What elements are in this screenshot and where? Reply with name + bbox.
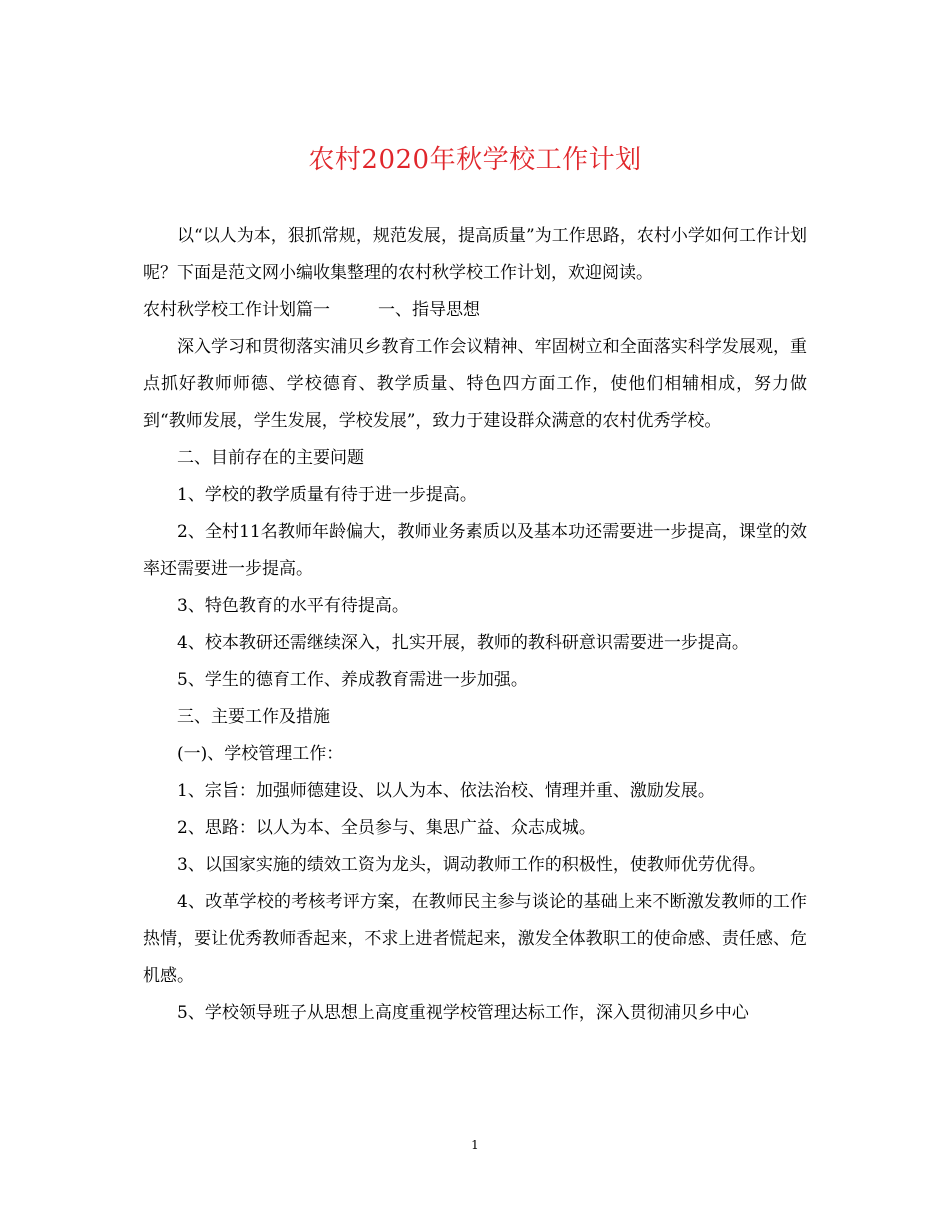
list-item: 1、学校的教学质量有待于进一步提高。 xyxy=(177,485,477,505)
section-heading-line xyxy=(143,292,807,329)
list-item: 3、特色教育的水平有待提高。 xyxy=(177,596,409,616)
list-item: 5、学校领导班子从思想上高度重视学校管理达标工作，深入贯彻浦贝乡中心 xyxy=(177,1003,749,1023)
page-title: 农村2020年秋学校工作计划 xyxy=(308,145,642,175)
section-heading: 二、目前存在的主要问题 xyxy=(177,448,364,468)
paragraph: 深入学习和贯彻落实浦贝乡教育工作会议精神、牢固树立和全面落实科学发展观，重点抓好教师师德、学校德育、教学质量、特色四方面工作，使他们相辅相成，努力做到“教师发展，学生发展，学校发展”，致力于建设群众满意的农村优秀学校。 xyxy=(143,337,807,431)
subtitle-text: 农村秋学校工作计划篇一 xyxy=(143,300,330,320)
section-heading: 一、指导思想 xyxy=(378,300,480,320)
section-heading: 三、主要工作及措施 xyxy=(177,707,330,727)
list-item: 2、全村11名教师年龄偏大，教师业务素质以及基本功还需要进一步提高，课堂的效率还需要进一步提高。 xyxy=(143,522,807,579)
list-item: 1、宗旨：加强师德建设、以人为本、依法治校、情理并重、激励发展。 xyxy=(177,781,715,801)
subsection-heading: (一)、学校管理工作： xyxy=(177,744,344,764)
page-number: 1 xyxy=(471,1138,479,1152)
list-item: 2、思路：以人为本、全员参与、集思广益、众志成城。 xyxy=(177,818,596,838)
list-item: 3、以国家实施的绩效工资为龙头，调动教师工作的积极性，使教师优劳优得。 xyxy=(177,855,766,875)
document-body xyxy=(143,218,807,1032)
list-item: 4、校本教研还需继续深入，扎实开展，教师的教科研意识需要进一步提高。 xyxy=(177,633,749,653)
paragraph: 以“以人为本，狠抓常规，规范发展，提高质量”为工作思路，农村小学如何工作计划呢？下面是范文网小编收集整理的农村秋学校工作计划，欢迎阅读。 xyxy=(143,226,807,283)
list-item: 5、学生的德育工作、养成教育需进一步加强。 xyxy=(177,670,528,690)
list-item: 4、改革学校的考核考评方案，在教师民主参与谈论的基础上来不断激发教师的工作热情，要让优秀教师香起来，不求上进者慌起来，激发全体教职工的使命感、责任感、危机感。 xyxy=(143,892,807,986)
